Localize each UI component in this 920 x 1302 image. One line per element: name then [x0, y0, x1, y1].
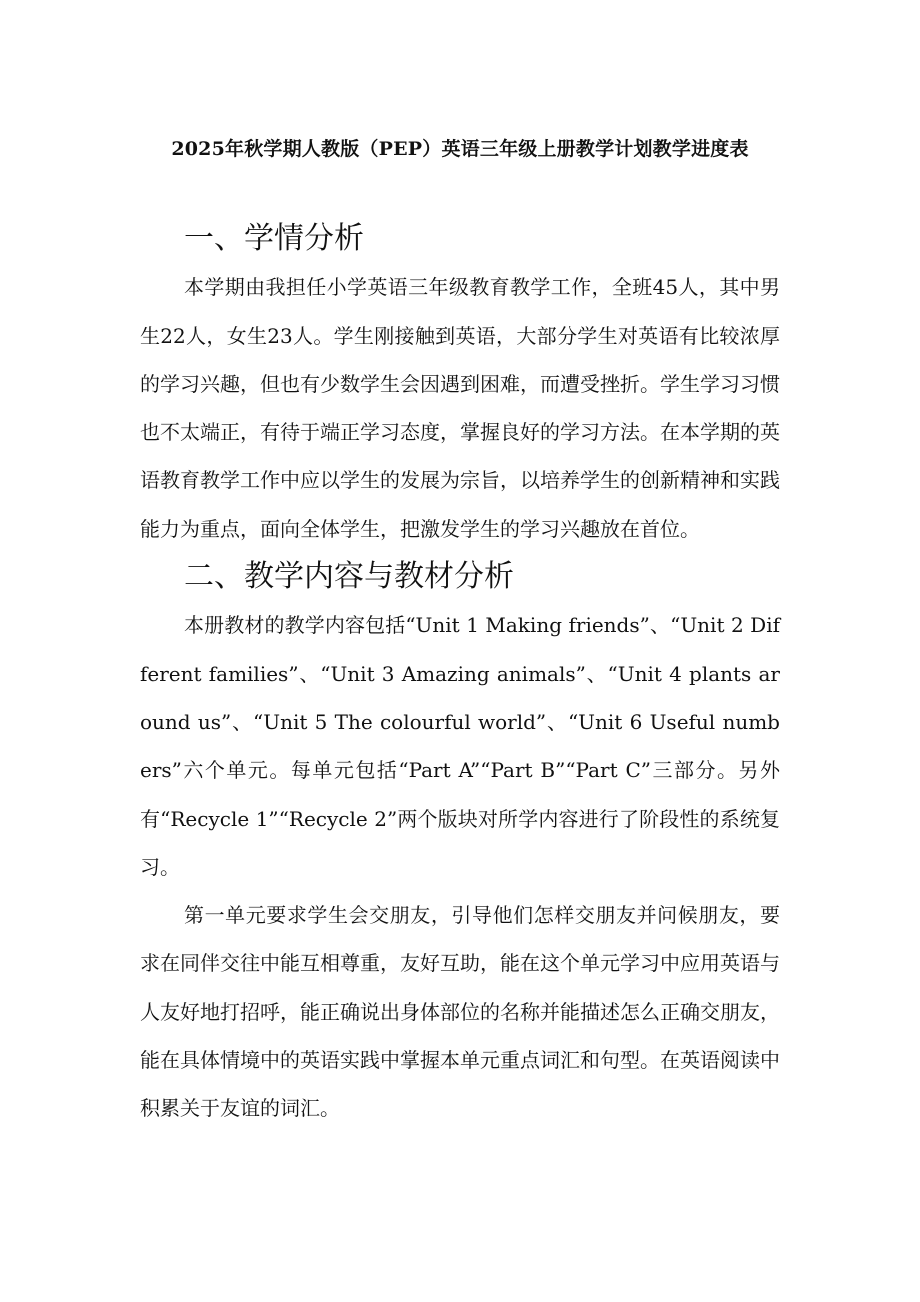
section-heading: 一、学情分析: [184, 221, 364, 256]
document-title: 2025年秋学期人教版（PEP）英语三年级上册教学计划教学进度表: [171, 137, 749, 160]
section-heading: 二、教学内容与教材分析: [184, 559, 514, 595]
section-learning-analysis: [140, 215, 780, 553]
section-content-analysis: [140, 553, 780, 1133]
paragraph: 第一单元要求学生会交朋友，引导他们怎样交朋友并问候朋友，要求在同伴交往中能互相尊重，友好互助，能在这个单元学习中应用英语与人友好地打招呼，能正确说出身体部位的名称并能描述怎么正确交朋友，能在具体情境中的英语实践中掌握本单元重点词汇和句型。在英语阅读中积累关于友谊的词汇。: [140, 903, 780, 1121]
document-body: [140, 215, 780, 1133]
paragraph: 本册教材的教学内容包括“Unit 1 Making friends”、“Unit 2 Different families”、“Unit 3 Amazing animals”、“Unit 4 plants around us”、“Unit 5 The colourful world”、“Unit 6 Useful numbers”六个单元。每单元包括“Part A”“Part B”“Part C”三部分。另外有“Recycle 1”“Recycle 2”两个版块对所学内容进行了阶段性的系统复习。: [140, 613, 780, 879]
paragraph: 本学期由我担任小学英语三年级教育教学工作，全班45人，其中男生22人，女生23人。学生刚接触到英语，大部分学生对英语有比较浓厚的学习兴趣，但也有少数学生会因遇到困难，而遭受挫折。学生学习习惯也不太端正，有待于端正学习态度，掌握良好的学习方法。在本学期的英语教育教学工作中应以学生的发展为宗旨，以培养学生的创新精神和实践能力为重点，面向全体学生，把激发学生的学习兴趣放在首位。: [140, 275, 780, 541]
